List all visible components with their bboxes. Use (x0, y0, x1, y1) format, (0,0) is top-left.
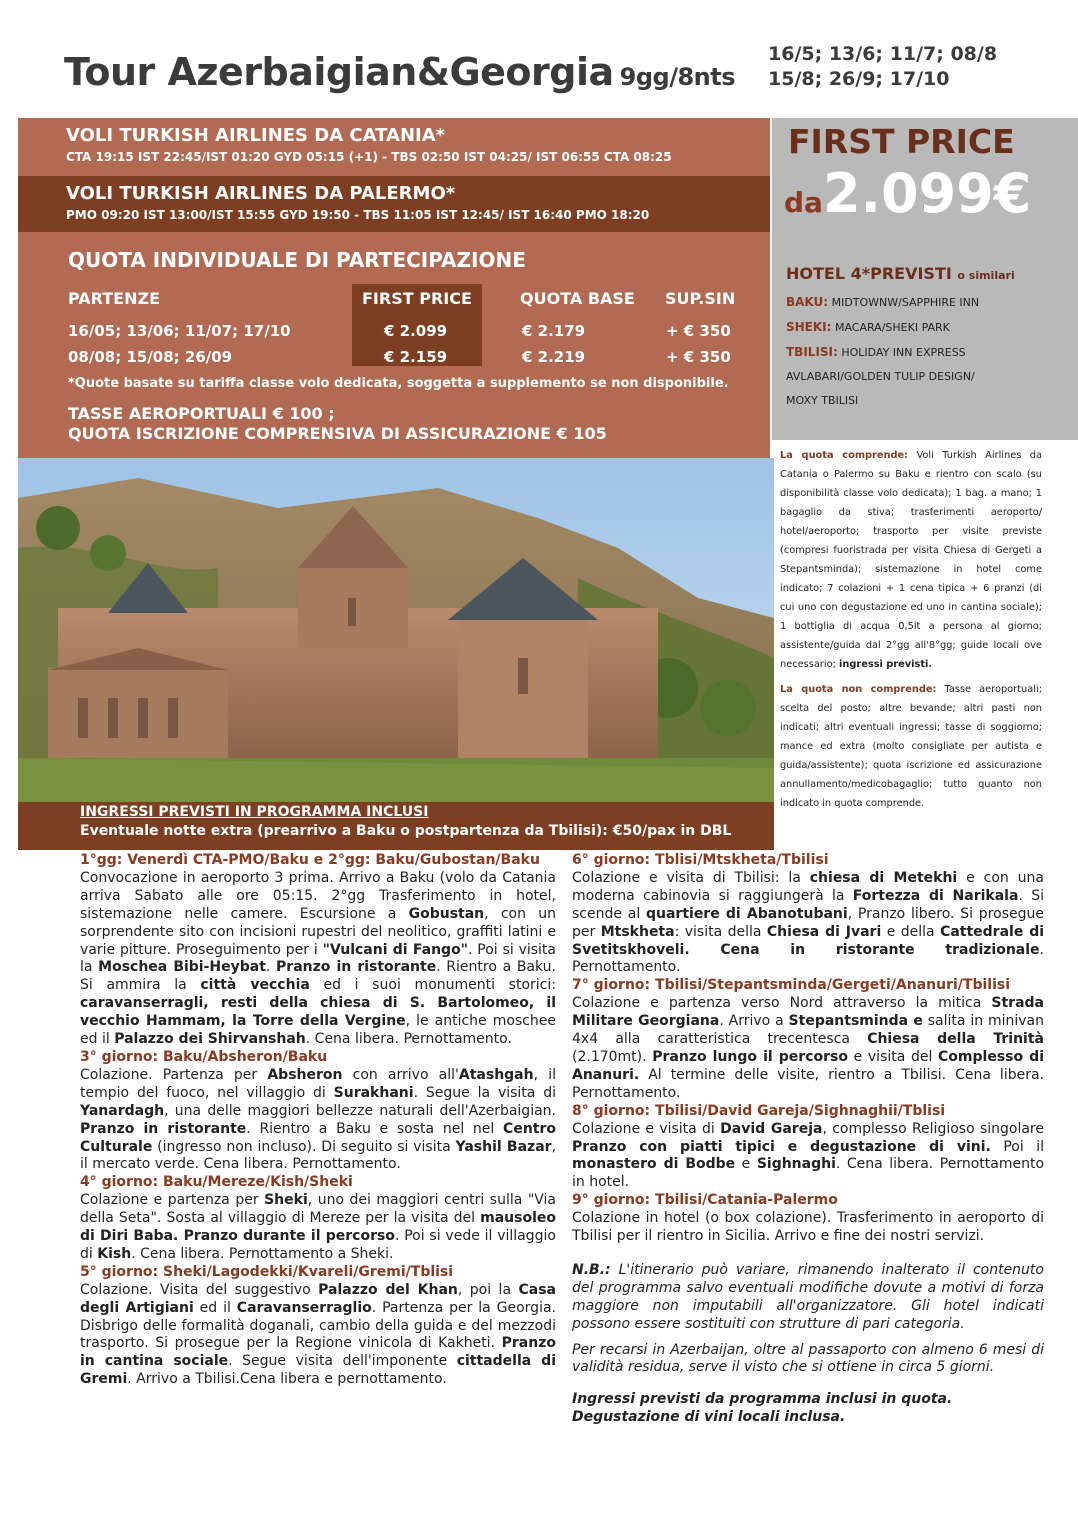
text-bold: Palazzo del Khan (318, 1281, 458, 1298)
text: , complesso Religioso singolare (822, 1120, 1044, 1137)
first-price-label: FIRST PRICE (788, 122, 1015, 161)
flight-palermo (18, 176, 770, 232)
text: . Pernottamento. (572, 941, 1044, 976)
hotels-title-text: HOTEL 4*PREVISTI (786, 264, 952, 283)
text-bold: Centro Culturale (80, 1120, 556, 1155)
text-bold: Casa degli Artigiani (80, 1281, 556, 1316)
text-bold: Pranzo lungo il percorso (652, 1048, 848, 1065)
text: (2.170mt). (572, 1048, 653, 1065)
text: , poi la (457, 1281, 519, 1298)
excludes-text: Tasse aeroportuali; scelta del posto; altre bevande; altri pasti non indicati; altri eventuali ingressi; tasse di soggiorno; mance ed extra (molto consigliate per autista e guida/assistente); quota iscrizione ed assicurazione annullamento/medicobagaglio; tutto quanto non indicato in quota comprende. (780, 684, 1043, 809)
hotel-name: MIDTOWNW/SAPPHIRE INN (831, 296, 980, 309)
hotel-name: AVLABARI/GOLDEN TULIP DESIGN/ (786, 370, 975, 383)
text-bold: città vecchia (200, 977, 310, 994)
hotel-item (786, 290, 1076, 315)
header-cell: QUOTA BASE (520, 289, 635, 308)
includes-label: La quota comprende: (780, 450, 909, 461)
text-bold: David Gareja (720, 1120, 823, 1137)
text: Poi il (990, 1138, 1045, 1155)
day-heading: 6° giorno: Tblisi/Mtskheta/Tbilisi (572, 852, 829, 868)
row-cell: 08/08; 15/08; 26/09 (68, 348, 233, 366)
text-bold: Gobustan (408, 905, 485, 922)
price-prefix: da (784, 186, 823, 219)
hotel-city: BAKU: (786, 295, 829, 309)
quota-title: QUOTA INDIVIDUALE DI PARTECIPAZIONE (68, 248, 526, 272)
final-note: Ingressi previsti da programma inclusi in quota. (572, 1391, 953, 1408)
hotel-name: MOXY TBILISI (786, 394, 859, 407)
text-bold: Complesso di Ananuri. (572, 1048, 1045, 1083)
text: (ingresso non incluso). Di seguito si visita (152, 1138, 456, 1155)
text: . Poi si vede il villaggio di (80, 1228, 556, 1262)
monastery-photo (18, 458, 774, 816)
hotel-city: TBILISI: (786, 345, 838, 359)
row-cell: € 2.099 (384, 322, 448, 340)
day-description (572, 1121, 1044, 1193)
includes-text: Voli Turkish Airlines da Catania o Palermo su Baku e rientro con scalo (su disponibilità classe volo dedicata); 1 bag. a mano; 1 bagaglio da stiva; trasferimenti aeroporto/ hotel/aeroporto; trasporto per visite previste (compresi fuoristrada per visita Chiesa di Gergeti a Stepantsminda); sistemazione in hotel come indicato; 7 colazioni + 1 cena tipica + 6 pranzi (di cui uno con degustazione ed uno in cantina sociale); 1 bottiglia di acqua 0,5lt a persona al giorno; assistente/guida dal 2°gg all'8°gg; guide locali ove necessario; (780, 450, 1042, 670)
text: Colazione e partenza verso Nord attraverso la mitica (572, 995, 992, 1012)
text-bold: "Vulcani di Fango" (322, 941, 468, 958)
day-heading: 4° giorno: Baku/Mereze/Kish/Sheki (80, 1174, 353, 1191)
text: . Poi si visita la (80, 941, 556, 976)
nb-text: L'itinerario può variare, rimanendo inalterato il contenuto del programma salvo eventuali modifiche dovute a motivi di forza maggiore non imputabili all'organizzatore. Gli hotel indicati possono essere sostituiti con strutture di pari categoria. (572, 1261, 1044, 1332)
text: e (735, 1156, 757, 1173)
text: , il mercato verde. Cena libera. Pernottamento. (80, 1138, 557, 1173)
includes-text-bold: ingressi previsti. (839, 659, 933, 670)
hotel-list (786, 290, 1076, 413)
text: . Segue visita dell'imponente (228, 1353, 457, 1370)
nb-label: N.B.: (572, 1261, 611, 1278)
nb-note (572, 1262, 1044, 1334)
row-cell: + € 350 (666, 348, 731, 366)
first-price-box (772, 118, 1078, 440)
text: . Rientro a Baku. Si ammira la (80, 959, 556, 994)
quota-note: *Quote basate su tariffa classe volo dedicata, soggetta a supplemento se non disponibile. (68, 376, 729, 391)
day-description (80, 1067, 556, 1174)
text-bold: Pranzo in cantina sociale (80, 1335, 556, 1370)
hotel-city: SHEKI: (786, 320, 832, 334)
day-heading: 1°gg: Venerdì CTA-PMO/Baku e 2°gg: Baku/Gubostan/Baku (80, 852, 540, 868)
text: . (265, 959, 277, 976)
day-description (80, 870, 556, 1049)
title-text: Tour Azerbaigian&Georgia (64, 50, 614, 94)
text: con arrivo all' (342, 1066, 459, 1083)
text-bold: Caravanserraglio (236, 1299, 372, 1316)
text-bold: Cattedrale di Svetitskhoveli. Cena in ristorante tradizionale (572, 923, 1045, 958)
text: , uno dei maggiori centri sulla "Via della Seta". Sosta al villaggio di Mereze per la visita del (80, 1192, 556, 1227)
day-description (572, 870, 1044, 977)
price-amount: 2.099€ (822, 162, 1032, 225)
passport-note: Per recarsi in Azerbaijan, oltre al passaporto con almeno 6 mesi di validità residua, serve il visto che si ottiene in circa 5 giorni. (572, 1341, 1044, 1376)
text-bold: Chiesa della Trinità (867, 1031, 1045, 1048)
flight-times: CTA 19:15 IST 22:45/IST 01:20 GYD 05:15 (+1) - TBS 02:50 IST 04:25/ IST 06:55 CTA 08:25 (66, 150, 672, 164)
text-bold: mausoleo di Diri Baba. Pranzo durante il percorso (80, 1210, 556, 1245)
text: . Segue la visita di (413, 1084, 557, 1101)
text: . Arrivo a (719, 1013, 789, 1030)
text: . Si scende al (572, 887, 1044, 922)
flight-title: VOLI TURKISH AIRLINES DA PALERMO* (66, 183, 456, 204)
text: Colazione. Visita del suggestivo (80, 1281, 319, 1298)
text-bold: caravanserragli, resti della chiesa di S. Bartolomeo, il vecchio Hammam, la Torre della Vergine (80, 995, 556, 1030)
flight-title: VOLI TURKISH AIRLINES DA CATANIA* (66, 125, 446, 146)
row-cell: € 2.219 (522, 348, 586, 366)
header-cell: SUP.SIN (665, 289, 736, 308)
page-title (64, 50, 764, 94)
text-bold: Fortezza di Narikala (852, 887, 1019, 904)
text: e con una moderna cabinovia si raggiungerà la (572, 869, 1044, 904)
dates-line: 15/8; 26/9; 17/10 (768, 67, 950, 90)
text-bold: Kish (97, 1245, 132, 1262)
registration-fee: QUOTA ISCRIZIONE COMPRENSIVA DI ASSICURAZIONE € 105 (68, 424, 607, 443)
text: ed i suoi monumenti storici: (309, 977, 556, 994)
excludes-label: La quota non comprende: (780, 684, 937, 695)
flight-times: PMO 09:20 IST 13:00/IST 15:55 GYD 19:50 - TBS 11:05 IST 12:45/ IST 16:40 PMO 18:20 (66, 208, 650, 222)
taxes (68, 404, 607, 444)
first-price-value (784, 162, 1031, 225)
text: . Rientro a Baku e sosta nel nel (246, 1120, 504, 1137)
text: Colazione e visita di Tbilisi: la (572, 869, 810, 886)
text: Colazione. Partenza per (80, 1066, 268, 1083)
text-bold: Mtskheta (600, 923, 675, 940)
text-bold: Strada Militare Georgiana (572, 995, 1044, 1030)
text: Colazione e visita di (572, 1120, 721, 1137)
banner-line: Eventuale notte extra (prearrivo a Baku o postpartenza da Tbilisi): €50/pax in DBL (80, 823, 732, 839)
day-heading: 9° giorno: Tbilisi/Catania-Palermo (572, 1192, 838, 1209)
text-bold: Palazzo dei Shirvanshah (114, 1031, 306, 1048)
text: , le antiche moschee ed il (80, 1013, 556, 1048)
hotel-item (786, 340, 1076, 365)
text: . Partenza per la Georgia. Disbrigo delle formalità doganali, cambio della guida e del mezzodi trasporto. Si prosegue per la Regione vinicola di Kakheti. (80, 1299, 556, 1352)
text-bold: Surakhani (333, 1084, 414, 1101)
text-bold: Yanardagh (80, 1102, 165, 1119)
text-bold: Pranzo in ristorante (276, 959, 437, 976)
text-bold: Moschea Bibi-Heybat (98, 959, 266, 976)
departure-dates (768, 42, 1068, 91)
header-cell: FIRST PRICE (362, 289, 472, 308)
airport-tax: TASSE AEROPORTUALI € 100 ; (68, 404, 335, 423)
day-heading: 7° giorno: Tbilisi/Stepantsminda/Gergeti/Ananuri/Tbilisi (572, 977, 1011, 994)
text: , Pranzo libero. Si prosegue per (572, 905, 1044, 940)
hotels-title (786, 264, 1015, 283)
text-bold: monastero di Bodbe (572, 1156, 736, 1173)
row-cell: € 2.179 (522, 322, 586, 340)
inclusions-banner (18, 802, 774, 850)
tour-duration: 9gg/8nts (619, 63, 736, 91)
text: , il tempio del fuoco, nel villaggio di (80, 1066, 556, 1101)
text: e visita del (847, 1048, 939, 1065)
text: , con un sorprendente sito con incisioni rupestri del neolitico, graffiti latini e varie pitture. Proseguimento per i (80, 905, 556, 958)
excludes-paragraph (780, 680, 1042, 813)
day-description (80, 1192, 556, 1264)
text-bold: Pranzo in ristorante (80, 1120, 247, 1137)
dates-line: 16/5; 13/6; 11/7; 08/8 (768, 43, 998, 65)
text: . Cena libera. Pernottamento a Sheki. (131, 1245, 394, 1262)
hotels-suffix: o similari (957, 269, 1015, 282)
text-bold: Chiesa di Jvari (766, 923, 882, 940)
text-bold: Stepantsminda e (788, 1013, 923, 1030)
text: . Arrivo a Tbilisi.Cena libera e pernottamento. (127, 1371, 447, 1388)
text: . Cena libera. Pernottamento in hotel. (572, 1156, 1045, 1191)
text: ed il (193, 1299, 237, 1316)
text-bold: Yashil Bazar (455, 1138, 552, 1155)
row-cell: € 2.159 (384, 348, 448, 366)
text: Colazione e partenza per (80, 1192, 265, 1209)
row-cell: + € 350 (666, 322, 731, 340)
banner-line: INGRESSI PREVISTI IN PROGRAMMA INCLUSI (80, 804, 429, 820)
hotel-item (786, 315, 1076, 340)
header-cell: PARTENZE (68, 289, 161, 308)
text: , una delle maggiori bellezze naturali dell'Azerbaigian. (164, 1102, 556, 1119)
hotel-name: HOLIDAY INN EXPRESS (841, 346, 966, 359)
row-cell: 16/05; 13/06; 11/07; 17/10 (68, 322, 291, 340)
hotel-name: MACARA/SHEKI PARK (834, 321, 950, 334)
day-heading: 5° giorno: Sheki/Lagodekki/Kvareli/Gremi/Tblisi (80, 1263, 454, 1280)
day-heading: 8° giorno: Tbilisi/David Gareja/Sighnaghii/Tblisi (572, 1102, 946, 1119)
day-heading: 3° giorno: Baku/Absheron/Baku (80, 1048, 328, 1065)
itinerary-left-column (80, 852, 556, 1389)
text: : visita della (674, 923, 767, 940)
text: salita in minivan 4x4 alla caratteristica trecentesca (572, 1013, 1044, 1048)
includes-paragraph (780, 446, 1042, 674)
day-description (572, 995, 1044, 1102)
itinerary-right-column (572, 852, 1044, 1427)
text-bold: Absheron (267, 1066, 343, 1083)
text-bold: Pranzo con piatti tipici e degustazione di vini. (572, 1138, 991, 1155)
day-description: Colazione in hotel (o box colazione). Trasferimento in aeroporto di Tbilisi per il rientro in Sicilia. Arrivo e fine dei nostri servizi. (572, 1210, 1044, 1245)
pricing-panel (18, 118, 770, 458)
text: Al termine delle visite, rientro a Tbilisi. Cena libera. Pernottamento. (572, 1066, 1044, 1101)
text-bold: Sighnaghi (756, 1156, 836, 1173)
quota-details (780, 446, 1042, 813)
day-description (80, 1282, 556, 1389)
text: Convocazione in aeroporto 3 prima. Arrivo a Baku (volo da Catania arriva Sabato alle ore 05:15. 2°gg Trasferimento in hotel, sistemazione nelle camere. Escursione a (80, 869, 556, 922)
text-bold: cittadella di Gremi (80, 1353, 556, 1388)
text: . Cena libera. Pernottamento. (305, 1031, 512, 1048)
text-bold: Atashgah (458, 1066, 534, 1083)
text: e della (881, 923, 941, 940)
text-bold: Sheki (264, 1192, 308, 1209)
text-bold: chiesa di Metekhi (809, 869, 958, 886)
flight-catania (18, 118, 770, 176)
text-bold: quartiere di Abanotubani (645, 905, 848, 922)
final-note: Degustazione di vini locali inclusa. (572, 1409, 846, 1426)
